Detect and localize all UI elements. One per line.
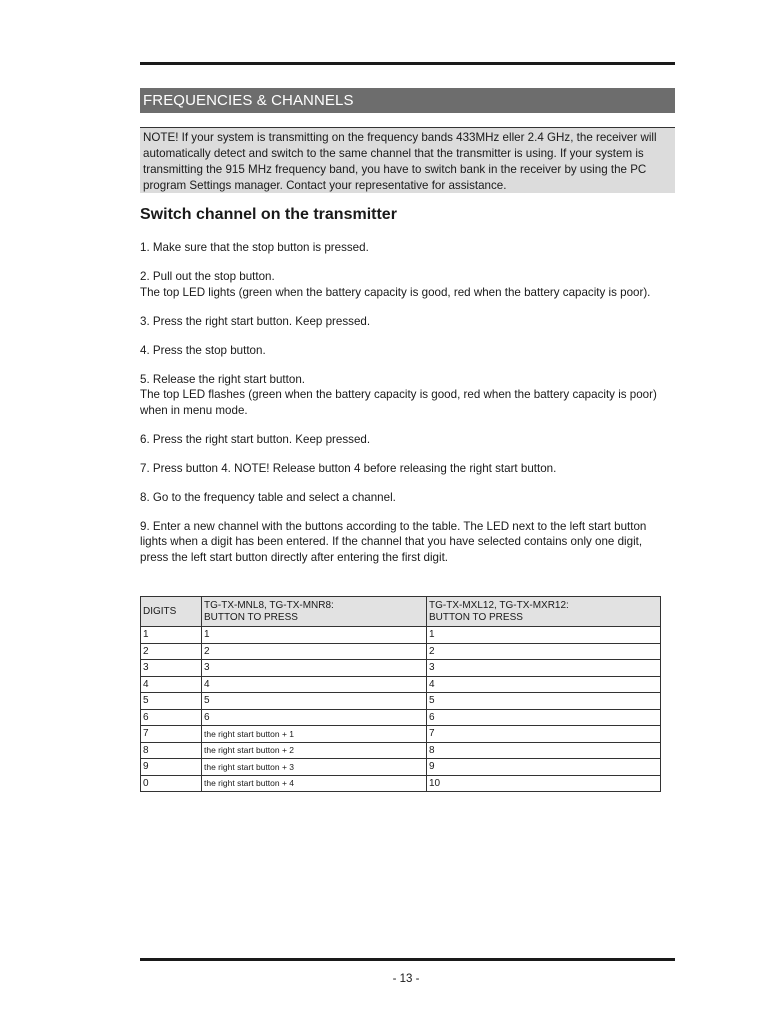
table-row bbox=[141, 775, 661, 792]
cell-mxl12: 3 bbox=[427, 660, 661, 677]
table-row bbox=[141, 693, 661, 710]
step-8: 8. Go to the frequency table and select a channel. bbox=[140, 490, 396, 504]
header-mxl12-models: TG-TX-MXL12, TG-TX-MXR12: bbox=[429, 599, 569, 611]
page-number: - 13 - bbox=[392, 973, 420, 985]
table-row bbox=[141, 726, 661, 743]
table-row bbox=[141, 643, 661, 660]
table-row bbox=[141, 660, 661, 677]
cell-mxl12: 9 bbox=[427, 759, 661, 776]
cell-mnl8: the right start button + 2 bbox=[202, 742, 427, 759]
cell-digit: 3 bbox=[141, 660, 202, 677]
cell-mnl8: 4 bbox=[202, 676, 427, 693]
section-title: FREQUENCIES & CHANNELS bbox=[140, 88, 675, 113]
cell-digit: 4 bbox=[141, 676, 202, 693]
cell-mnl8: 2 bbox=[202, 643, 427, 660]
cell-mxl12: 1 bbox=[427, 627, 661, 644]
cell-mnl8: 3 bbox=[202, 660, 427, 677]
cell-mxl12: 10 bbox=[427, 775, 661, 792]
step-2-detail: The top LED lights (green when the battery capacity is good, red when the battery capacity is poor). bbox=[140, 285, 651, 299]
step-5 bbox=[140, 372, 670, 419]
cell-digit: 2 bbox=[141, 643, 202, 660]
cell-mxl12: 7 bbox=[427, 726, 661, 743]
cell-mxl12: 6 bbox=[427, 709, 661, 726]
step-6: 6. Press the right start button. Keep pressed. bbox=[140, 432, 371, 446]
cell-digit: 7 bbox=[141, 726, 202, 743]
table-row bbox=[141, 759, 661, 776]
header-mnl8 bbox=[202, 597, 427, 627]
cell-mxl12: 5 bbox=[427, 693, 661, 710]
bottom-rule bbox=[140, 958, 675, 961]
cell-mnl8: the right start button + 4 bbox=[202, 775, 427, 792]
step-4: 4. Press the stop button. bbox=[140, 343, 266, 357]
cell-mnl8: 6 bbox=[202, 709, 427, 726]
cell-digit: 0 bbox=[141, 775, 202, 792]
step-7: 7. Press button 4. NOTE! Release button 4 before releasing the right start button. bbox=[140, 461, 557, 475]
cell-mnl8: the right start button + 1 bbox=[202, 726, 427, 743]
step-1: 1. Make sure that the stop button is pressed. bbox=[140, 241, 369, 254]
step-3: 3. Press the right start button. Keep pressed. bbox=[140, 314, 371, 328]
header-mnl8-sub: BUTTON TO PRESS bbox=[204, 611, 298, 623]
note-box: NOTE! If your system is transmitting on the frequency bands 433MHz eller 2.4 GHz, the receiver will automatically detect and switch to the same channel that the transmitter is using. If your system is transmitting the 915 MHz frequency band, you have to switch bank in the receiver by using the PC program Settings manager. Contact your representative for assistance. bbox=[140, 127, 675, 193]
cell-mnl8: 1 bbox=[202, 627, 427, 644]
header-mxl12-sub: BUTTON TO PRESS bbox=[429, 611, 523, 623]
step-2 bbox=[140, 269, 670, 300]
cell-digit: 6 bbox=[141, 709, 202, 726]
table-header-row bbox=[141, 597, 661, 627]
cell-mxl12: 8 bbox=[427, 742, 661, 759]
top-rule bbox=[140, 62, 675, 65]
table-row bbox=[141, 709, 661, 726]
steps-list bbox=[140, 240, 670, 579]
cell-digit: 1 bbox=[141, 627, 202, 644]
subheading: Switch channel on the transmitter bbox=[140, 206, 397, 223]
cell-mnl8: 5 bbox=[202, 693, 427, 710]
step-5-text: 5. Release the right start button. bbox=[140, 372, 305, 386]
step-9: 9. Enter a new channel with the buttons according to the table. The LED next to the left start button lights when a digit has been entered. If the channel that you have selected contains only one digit, press the left start button directly after entering the first digit. bbox=[140, 519, 647, 564]
cell-digit: 5 bbox=[141, 693, 202, 710]
header-digits: DIGITS bbox=[141, 597, 202, 627]
header-mnl8-models: TG-TX-MNL8, TG-TX-MNR8: bbox=[204, 599, 334, 611]
cell-digit: 9 bbox=[141, 759, 202, 776]
table-row bbox=[141, 742, 661, 759]
table-row bbox=[141, 627, 661, 644]
cell-digit: 8 bbox=[141, 742, 202, 759]
header-mxl12 bbox=[427, 597, 661, 627]
step-5-detail: The top LED flashes (green when the battery capacity is good, red when the battery capacity is poor) when in menu mode. bbox=[140, 388, 657, 417]
frequency-table bbox=[140, 596, 661, 792]
cell-mnl8: the right start button + 3 bbox=[202, 759, 427, 776]
table-row bbox=[141, 676, 661, 693]
cell-mxl12: 4 bbox=[427, 676, 661, 693]
cell-mxl12: 2 bbox=[427, 643, 661, 660]
step-2-text: 2. Pull out the stop button. bbox=[140, 270, 275, 283]
